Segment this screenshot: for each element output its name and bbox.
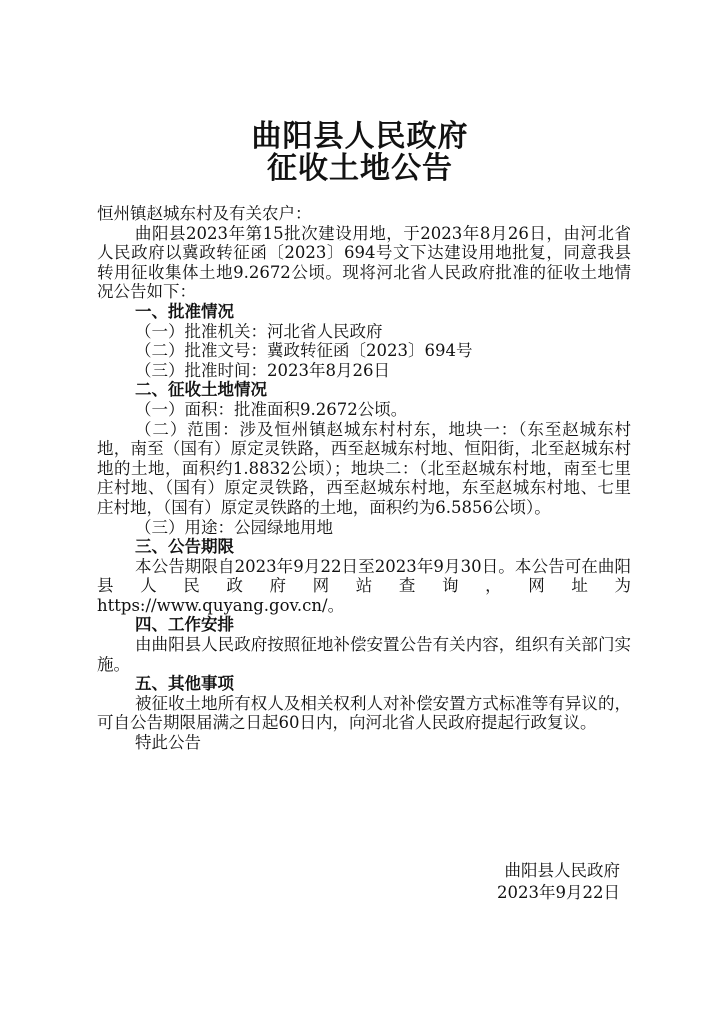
title-line-2: 征收土地公告	[267, 151, 453, 186]
section-1-heading: 一、批准情况	[135, 301, 234, 321]
section-3-text: 本公告期限自2023年9月22日至2023年9月30日。本公告可在曲阳县人民政府网站查询，网址为	[97, 556, 631, 596]
section-5-text: 被征收土地所有权人及相关权利人对补偿安置方式标准等有异议的，可自公告期限届满之日起60日内，向河北省人民政府提起行政复议。	[97, 693, 631, 733]
section-4-text: 由曲阳县人民政府按照征地补偿安置公告有关内容，组织有关部门实施。	[97, 635, 631, 674]
section-1-item: （二）批准文号：冀政转征函〔2023〕694号	[135, 341, 473, 361]
section-1-item: （一）批准机关：河北省人民政府	[135, 321, 383, 341]
website-url: https://www.quyang.gov.cn/。	[97, 595, 345, 615]
section-2-use: （三）用途：公园绿地用地	[135, 517, 333, 537]
addressee: 恒州镇赵城东村及有关农户：	[97, 204, 312, 223]
section-1-item: （三）批准时间：2023年8月26日	[135, 360, 390, 380]
intro-paragraph: 曲阳县2023年第15批次建设用地，于2023年8月26日，由河北省人民政府以冀政转征函〔2023〕694号文下达建设用地批复，同意我县转用征收集体土地9.2672公顷。现将河北省人民政府批准的征收土地情况公告如下：	[97, 223, 631, 302]
section-3-heading: 三、公告期限	[135, 537, 234, 557]
section-5-heading: 五、其他事项	[135, 674, 234, 694]
section-2-area: （一）面积：批准面积9.2672公顷。	[135, 399, 408, 419]
closing-line: 特此公告	[135, 733, 201, 753]
notice-body	[97, 204, 631, 753]
title-line-1: 曲阳县人民政府	[251, 119, 469, 154]
section-2-heading: 二、征收土地情况	[135, 380, 267, 400]
section-2-scope: （二）范围：涉及恒州镇赵城东村村东，地块一：（东至赵城东村地，南至（国有）原定灵铁路，西至赵城东村地、恒阳街，北至赵城东村地的土地，面积约1.8832公顷）；地块二：（北至赵城东村地，南至七里庄村地、（国有）原定灵铁路，西至赵城东村地，东至赵城东村地、七里庄村地，（国有）原定灵铁路的土地，面积约为6.5856公顷）。	[97, 419, 631, 517]
signature-date: 2023年9月22日	[497, 883, 620, 902]
signature-org: 曲阳县人民政府	[504, 861, 620, 880]
section-4-heading: 四、工作安排	[135, 615, 234, 635]
